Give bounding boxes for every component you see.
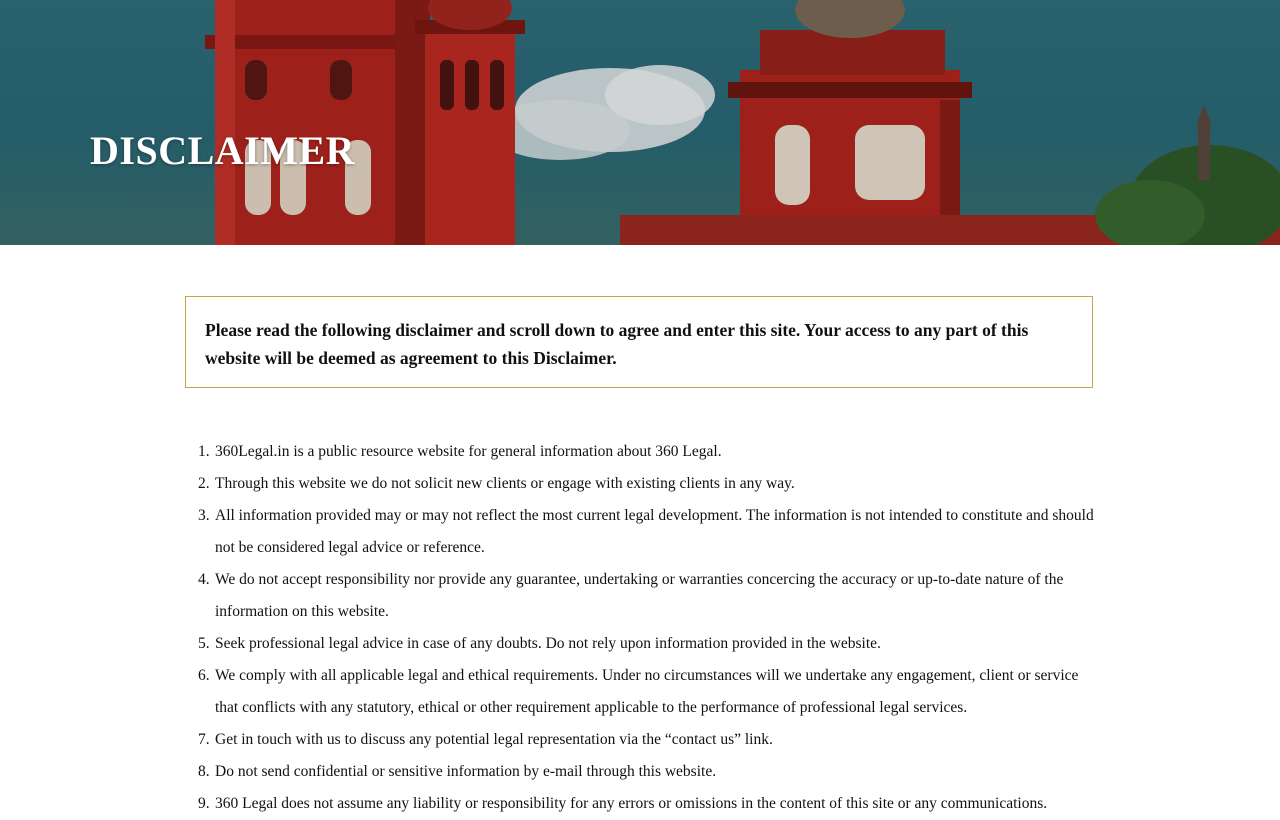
list-item-number: 9. (198, 795, 210, 812)
list-item-number: 3. (198, 507, 210, 524)
hero-banner (0, 0, 1280, 245)
list-item-number: 7. (198, 731, 210, 748)
list-item (198, 564, 1095, 628)
list-item-text: Get in touch with us to discuss any potential legal representation via the “contact us” link. (215, 731, 773, 748)
list-item-number: 6. (198, 667, 210, 684)
list-item-text: All information provided may or may not reflect the most current legal development. The information is not intended to constitute and should not be considered legal advice or reference. (215, 507, 1094, 556)
list-item-text: We comply with all applicable legal and ethical requirements. Under no circumstances will we undertake any engagement, client or service that conflicts with any statutory, ethical or other requirement applicable to the performance of professional legal services. (215, 667, 1079, 716)
disclaimer-notice-text: Please read the following disclaimer and scroll down to agree and enter this site. Your access to any part of this website will be deemed as agreement to this Disclaimer. (205, 320, 1029, 368)
list-item (198, 788, 1095, 820)
list-item-text: Seek professional legal advice in case of any doubts. Do not rely upon information provided in the website. (215, 635, 881, 652)
list-item (198, 628, 1095, 660)
list-item (198, 468, 1095, 500)
list-item (198, 500, 1095, 564)
list-item-number: 1. (198, 443, 210, 460)
list-item (198, 724, 1095, 756)
list-item-number: 2. (198, 475, 210, 492)
list-item (198, 660, 1095, 724)
hero-overlay (0, 0, 1280, 245)
list-item-number: 4. (198, 571, 210, 588)
list-item-text: Do not send confidential or sensitive information by e-mail through this website. (215, 763, 717, 780)
page-title: DISCLAIMER (90, 128, 356, 173)
list-item-text: 360Legal.in is a public resource website for general information about 360 Legal. (215, 443, 722, 460)
list-item-number: 8. (198, 763, 210, 780)
list-item (198, 756, 1095, 788)
list-item (198, 436, 1095, 468)
disclaimer-terms-list (198, 436, 1095, 820)
disclaimer-notice-box (185, 296, 1093, 388)
list-item-text: We do not accept responsibility nor provide any guarantee, undertaking or warranties concercing the accuracy or up-to-date nature of the information on this website. (215, 571, 1064, 620)
list-item-number: 5. (198, 635, 210, 652)
list-item-text: Through this website we do not solicit new clients or engage with existing clients in any way. (215, 475, 795, 492)
list-item-text: 360 Legal does not assume any liability or responsibility for any errors or omissions in the content of this site or any communications. (215, 795, 1048, 812)
